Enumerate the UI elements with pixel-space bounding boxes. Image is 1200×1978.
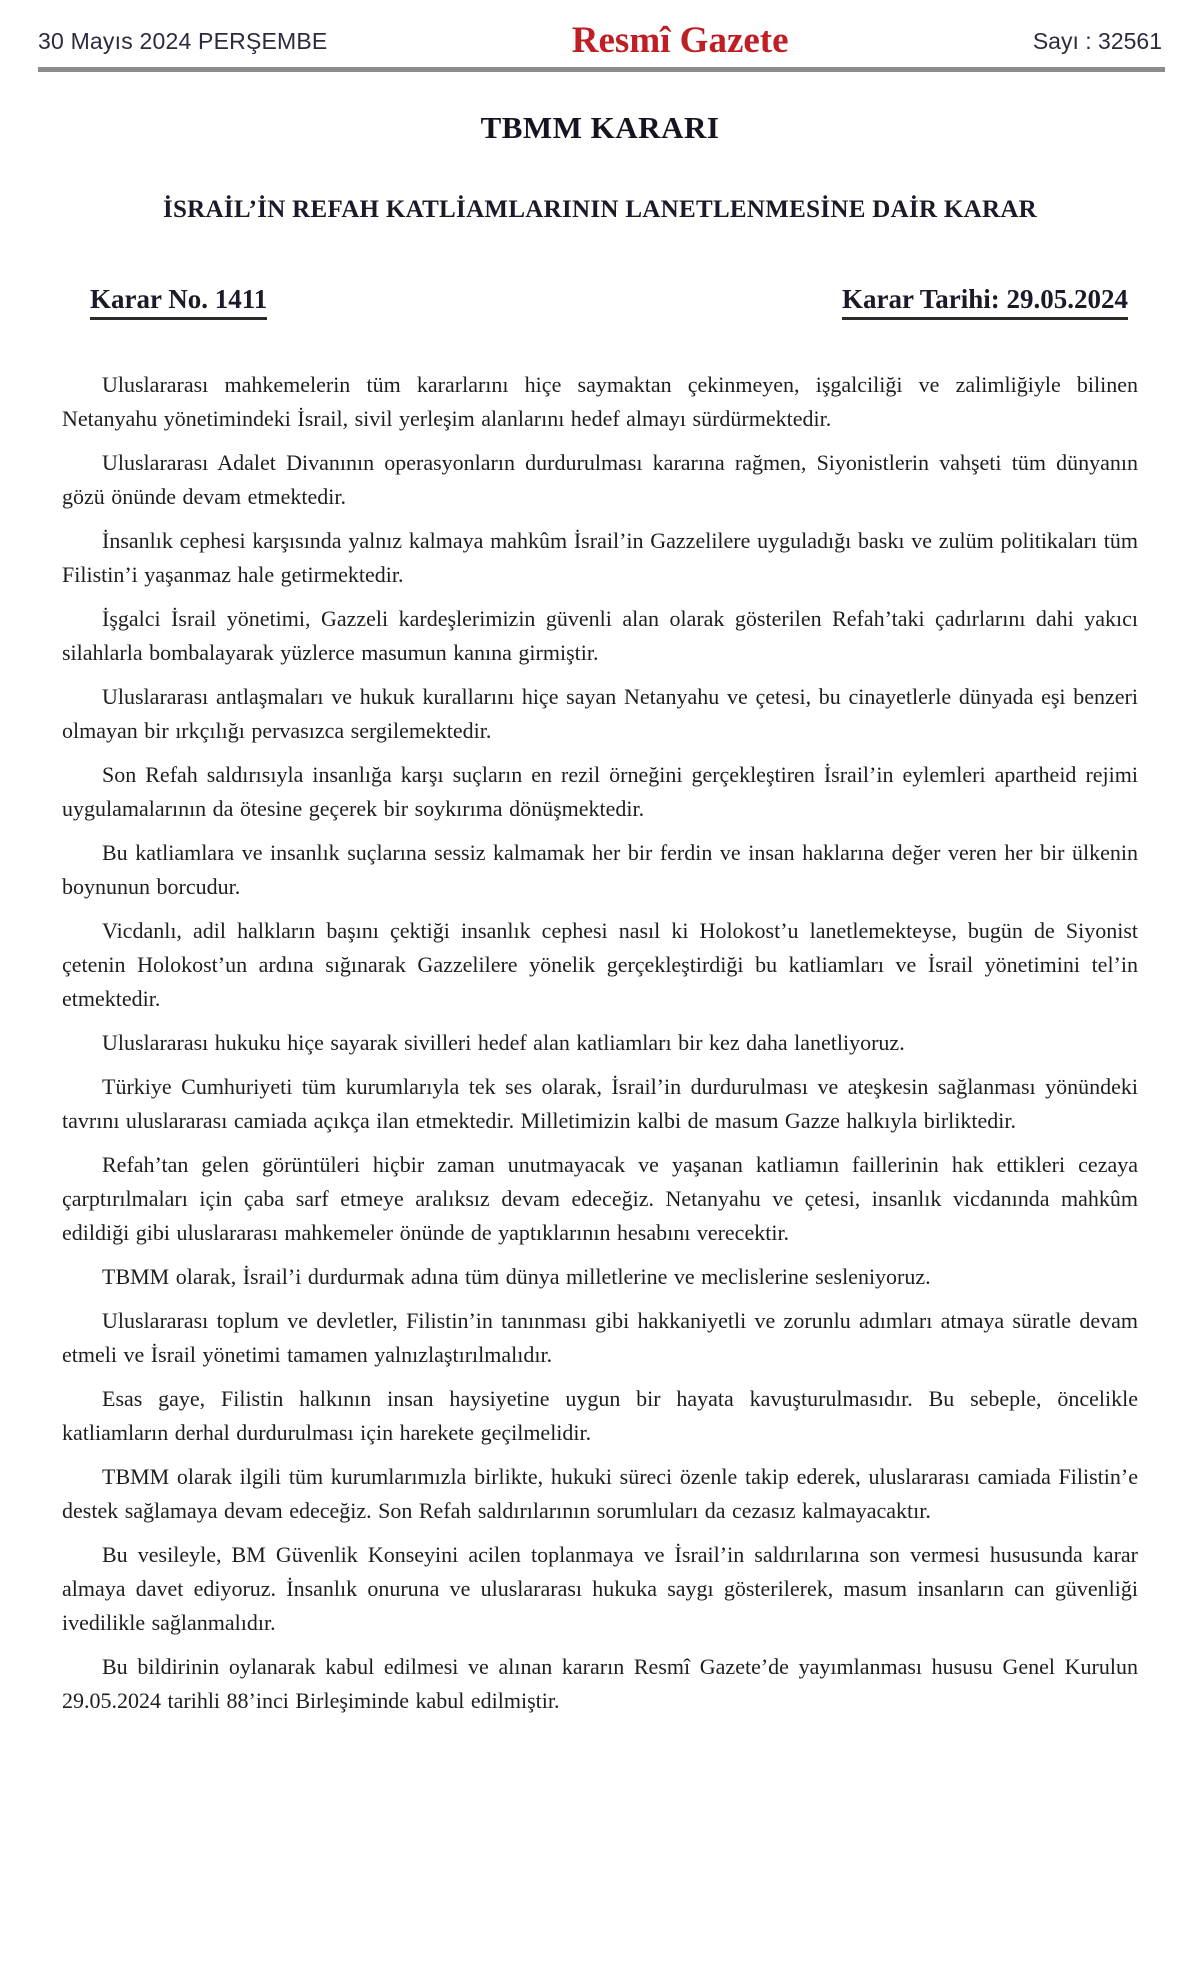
decision-paragraph: Bu bildirinin oylanarak kabul edilmesi ve alınan kararın Resmî Gazete’de yayımlanması hususu Genel Kurulun 29.05.2024 tarihli 88’inci Birleşiminde kabul edilmiştir.	[62, 1654, 1138, 1713]
decision-paragraph: Uluslararası Adalet Divanının operasyonların durdurulması kararına rağmen, Siyonistlerin vahşeti tüm dünyanın gözü önünde devam etmektedir.	[62, 450, 1138, 509]
decision-paragraph: İşgalci İsrail yönetimi, Gazzeli kardeşlerimizin güvenli alan olarak gösterilen Refah’taki çadırlarını dahi yakıcı silahlarla bombalayarak yüzlerce masumun kanına girmiştir.	[62, 606, 1138, 665]
gazette-header	[0, 0, 1200, 61]
decision-paragraph: Uluslararası mahkemelerin tüm kararlarını hiçe saymaktan çekinmeyen, işgalciliği ve zalimliğiyle bilinen Netanyahu yönetimindeki İsrail, sivil yerleşim alanlarını hedef almayı sürdürmektedir.	[62, 372, 1138, 431]
decision-paragraph: TBMM olarak, İsrail’i durdurmak adına tüm dünya milletlerine ve meclislerine sesleniyoruz.	[102, 1264, 931, 1289]
decision-meta-row	[90, 284, 1128, 320]
decision-paragraph: Refah’tan gelen görüntüleri hiçbir zaman unutmayacak ve yaşanan katliamın faillerinin hak ettikleri cezaya çarptırılmaları için çaba sarf etmeye aralıksız devam edeceğiz. Netanyahu ve çetesi, insanlık vicdanında mahkûm edildiği gibi uluslararası mahkemeler önünde de yaptıklarının hesabını verecektir.	[62, 1152, 1138, 1245]
gazette-issue-number: Sayı : 32561	[1032, 28, 1162, 54]
document-kind-title: TBMM KARARI	[480, 110, 720, 145]
decision-paragraph: Bu katliamlara ve insanlık suçlarına sessiz kalmamak her bir ferdin ve insan haklarına değer veren her bir ülkenin boynunun borcudur.	[62, 840, 1138, 899]
decision-paragraph: İnsanlık cephesi karşısında yalnız kalmaya mahkûm İsrail’in Gazzelilere uyguladığı baskı ve zulüm politikaları tüm Filistin’i yaşanmaz hale getirmektedir.	[62, 528, 1138, 587]
decision-paragraph: Vicdanlı, adil halkların başını çektiği insanlık cephesi nasıl ki Holokost’u lanetlemekteyse, bugün de Siyonist çetenin Holokost’un ardına sığınarak Gazzelilere yönelik gerçekleştirdiği bu katliamları ve İsrail yönetimini tel’in etmektedir.	[62, 918, 1138, 1011]
decision-paragraph: Uluslararası antlaşmaları ve hukuk kurallarını hiçe sayan Netanyahu ve çetesi, bu cinayetlerle dünyada eşi benzeri olmayan bir ırkçılığı pervasızca sergilemektedir.	[62, 684, 1138, 743]
gazette-date: 30 Mayıs 2024 PERŞEMBE	[38, 28, 328, 54]
decision-paragraph: Bu vesileyle, BM Güvenlik Konseyini acilen toplanmaya ve İsrail’in saldırılarına son vermesi hususunda karar almaya davet ediyoruz. İnsanlık onuruna ve uluslararası hukuka saygı gösterilerek, masum insanların can güvenliği ivedilikle sağlanmalıdır.	[62, 1542, 1138, 1635]
decision-paragraph: Uluslararası toplum ve devletler, Filistin’in tanınması gibi hakkaniyetli ve zorunlu adımları atmaya süratle devam etmeli ve İsrail yönetimi tamamen yalnızlaştırılmalıdır.	[62, 1308, 1138, 1367]
decision-paragraph: Esas gaye, Filistin halkının insan haysiyetine uygun bir hayata kavuşturulmasıdır. Bu sebeple, öncelikle katliamların derhal durdurulması için harekete geçilmelidir.	[62, 1386, 1138, 1445]
header-divider	[38, 67, 1165, 72]
gazette-title: Resmî Gazete	[571, 20, 789, 61]
decision-paragraph: Son Refah saldırısıyla insanlığa karşı suçların en rezil örneğini gerçekleştiren İsrail’in eylemleri apartheid rejimi uygulamalarının da ötesine geçerek bir soykırıma dönüşmektedir.	[62, 762, 1138, 821]
decision-paragraph: Uluslararası hukuku hiçe sayarak sivilleri hedef alan katliamları bir kez daha lanetliyoruz.	[102, 1030, 905, 1055]
decision-number: Karar No. 1411	[90, 284, 267, 320]
decision-title: İSRAİL’İN REFAH KATLİAMLARININ LANETLENMESİNE DAİR KARAR	[162, 196, 1038, 223]
decision-paragraph: TBMM olarak ilgili tüm kurumlarımızla birlikte, hukuki süreci özenle takip ederek, uluslararası camiada Filistin’e destek sağlamaya devam edeceğiz. Son Refah saldırılarının sorumluları da cezasız kalmayacaktır.	[62, 1464, 1138, 1523]
decision-paragraph: Türkiye Cumhuriyeti tüm kurumlarıyla tek ses olarak, İsrail’in durdurulması ve ateşkesin sağlanması yönündeki tavrını uluslararası camiada açıkça ilan etmektedir. Milletimizin kalbi de masum Gazze halkıyla birliktedir.	[62, 1074, 1138, 1133]
decision-body	[62, 368, 1138, 1718]
decision-date: Karar Tarihi: 29.05.2024	[842, 284, 1128, 320]
